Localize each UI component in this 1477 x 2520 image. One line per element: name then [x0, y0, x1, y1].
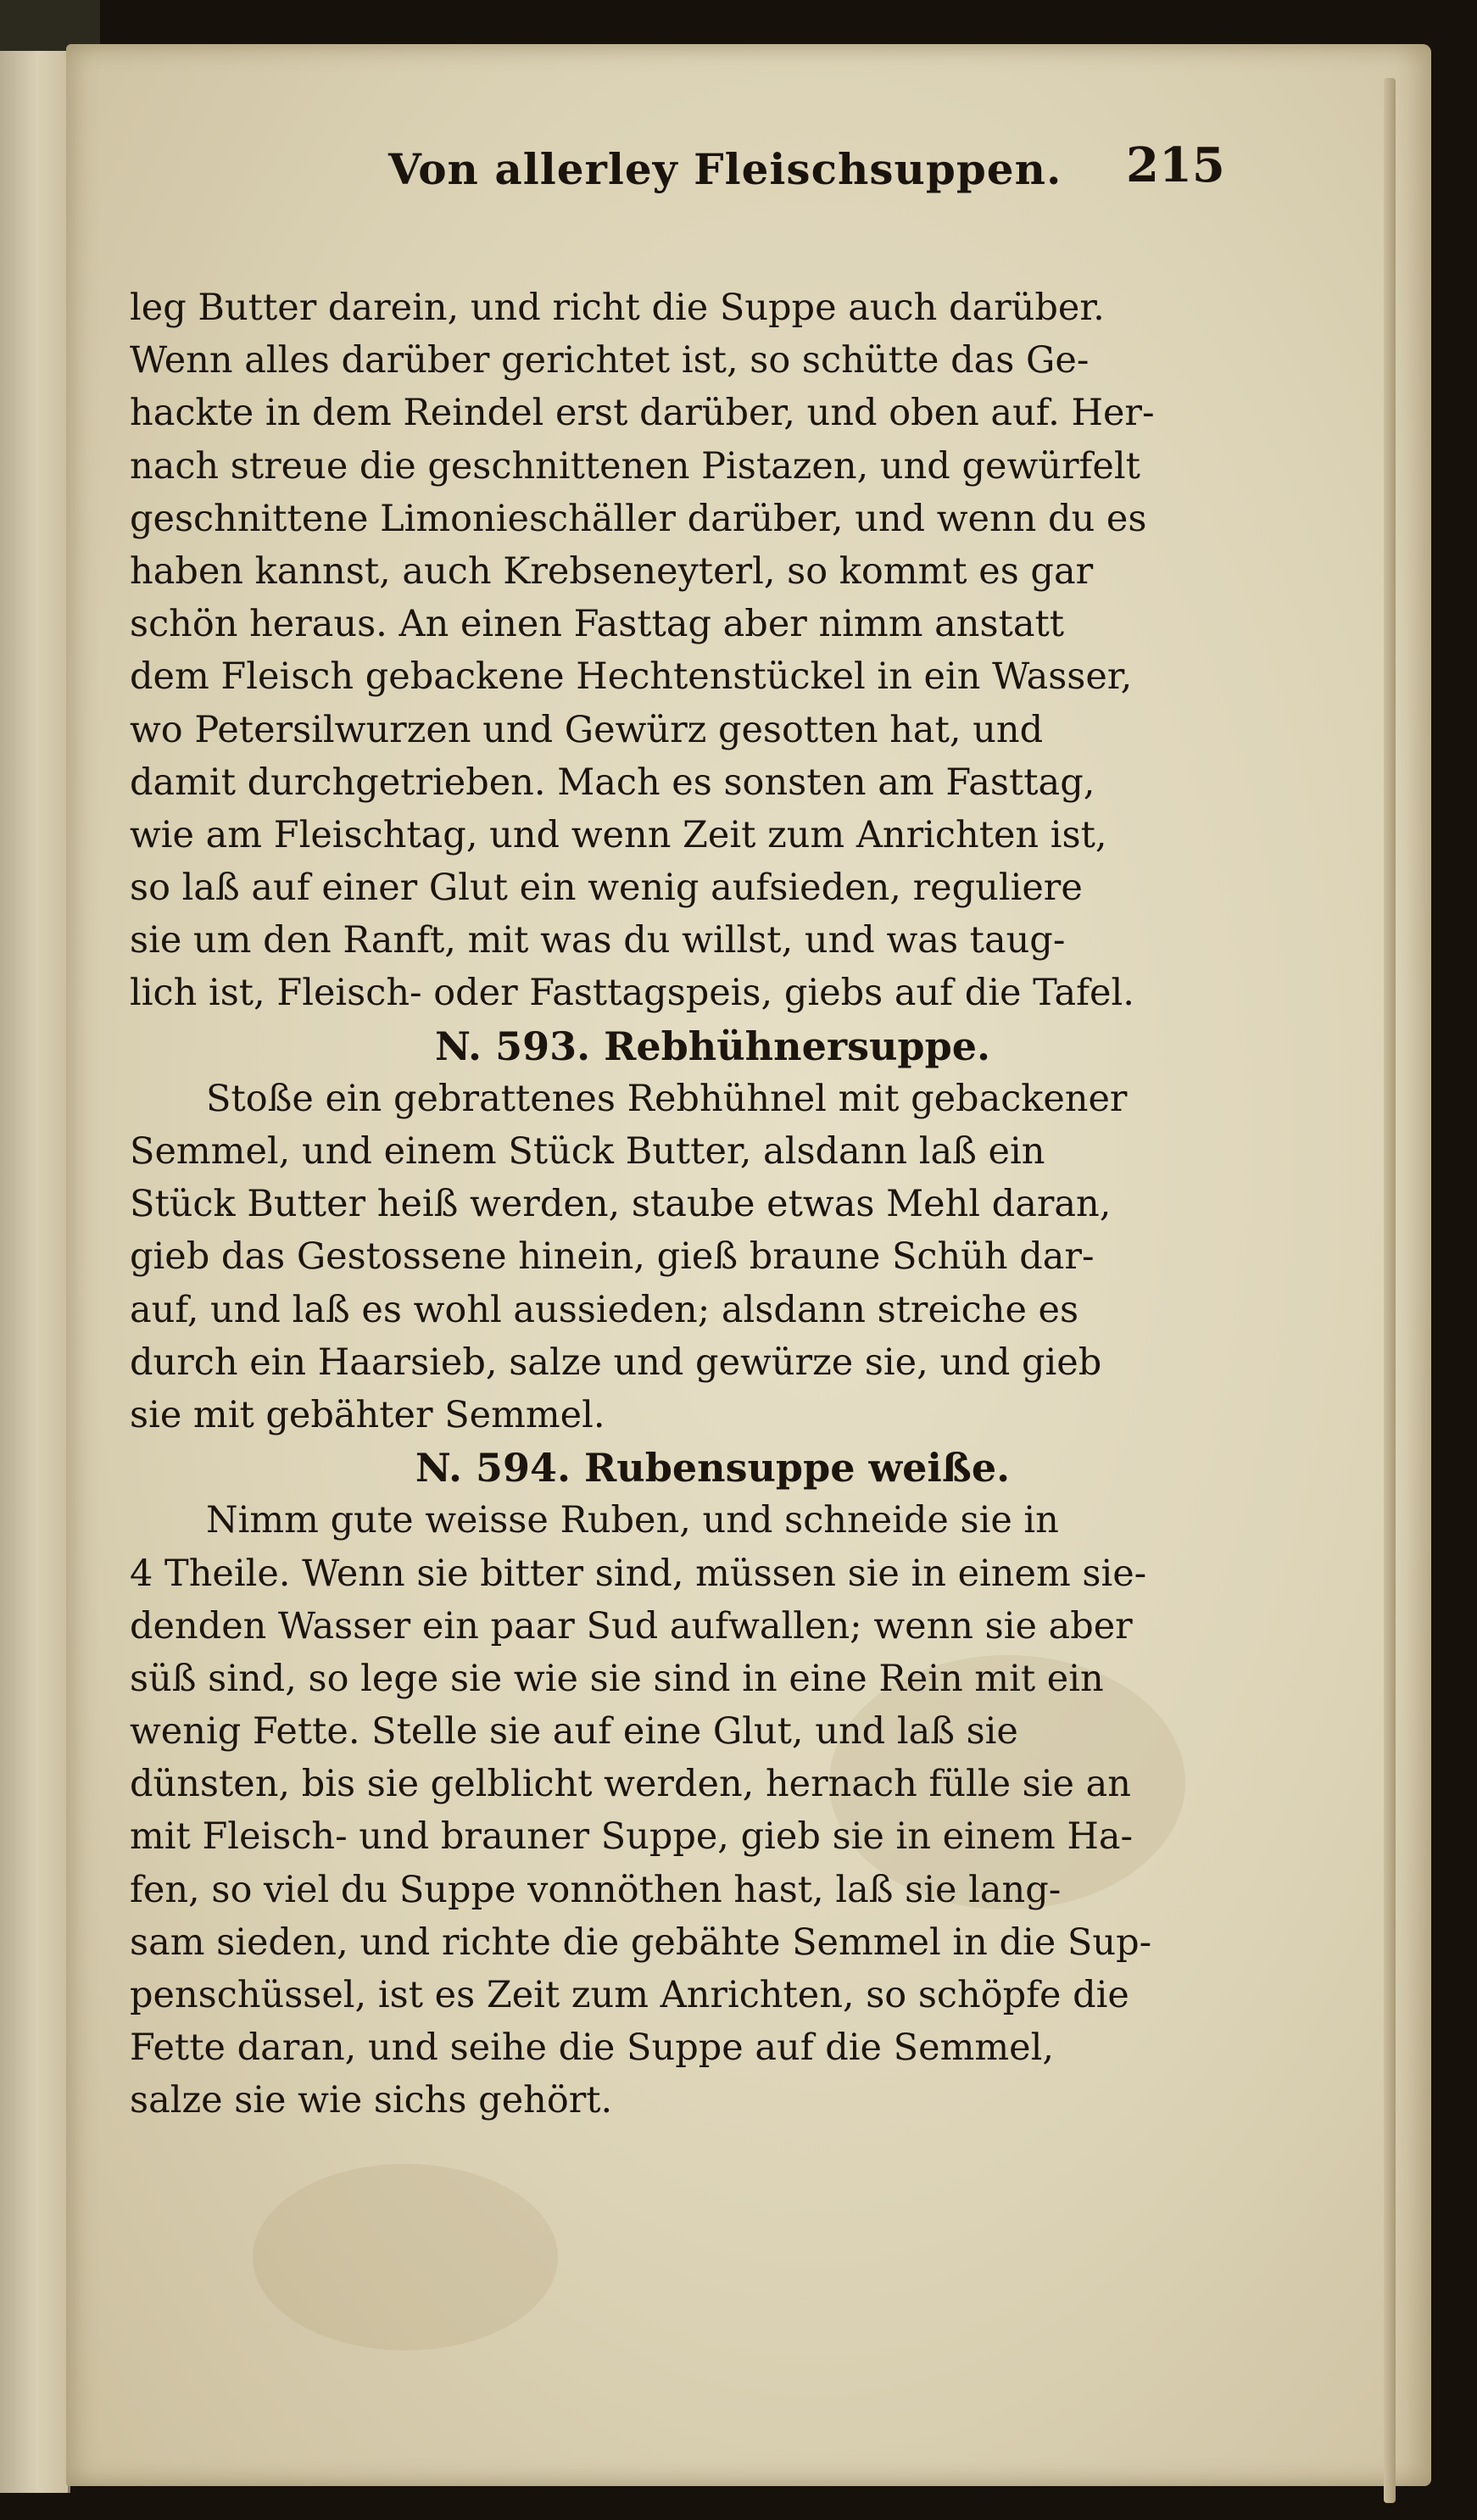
- text-line: mit Fleisch- und brauner Suppe, gieb sie in einem Ha-: [130, 1815, 1134, 1859]
- text-line: wie am Fleischtag, und wenn Zeit zum Anrichten ist,: [130, 813, 1107, 856]
- text-line: Semmel, und einem Stück Butter, alsdann laß ein: [130, 1130, 1045, 1173]
- text-line: sie um den Ranft, mit was du willst, und was taug-: [130, 919, 1066, 962]
- page-number: 215: [1126, 137, 1225, 193]
- text-line: wo Petersilwurzen und Gewürz gesotten hat, und: [130, 708, 1044, 751]
- running-head-title: Von allerley Fleischsuppen.: [388, 144, 1062, 194]
- text-line: haben kannst, auch Krebseneyterl, so kommt es gar: [130, 549, 1094, 593]
- text-line: Fette daran, und seihe die Suppe auf die Semmel,: [130, 2027, 1054, 2070]
- text-line: Nimm gute weisse Ruben, und schneide sie in: [206, 1499, 1059, 1542]
- body-text: [130, 282, 1296, 2127]
- text-line: auf, und laß es wohl aussieden; alsdann streiche es: [130, 1288, 1079, 1331]
- recipe-heading-593: N. 593. Rebhühnersuppe.: [434, 1023, 991, 1069]
- text-line: salze sie wie sichs gehört.: [130, 2079, 613, 2122]
- text-line: hackte in dem Reindel erst darüber, und oben auf. Her-: [130, 392, 1155, 435]
- text-line: durch ein Haarsieb, salze und gewürze sie, und gieb: [130, 1341, 1102, 1384]
- text-line: damit durchgetrieben. Mach es sonsten am Fasttag,: [130, 761, 1095, 804]
- text-line: süß sind, so lege sie wie sie sind in eine Rein mit ein: [130, 1657, 1104, 1700]
- text-line: sam sieden, und richte die gebähte Semmel in die Sup-: [130, 1921, 1152, 1964]
- text-line: denden Wasser ein paar Sud aufwallen; wenn sie aber: [130, 1604, 1133, 1647]
- running-head: [66, 137, 1431, 205]
- text-line: nach streue die geschnittenen Pistazen, und gewürfelt: [130, 444, 1140, 488]
- text-line: wenig Fette. Stelle sie auf eine Glut, und laß sie: [130, 1710, 1018, 1753]
- text-line: penschüssel, ist es Zeit zum Anrichten, so schöpfe die: [130, 1974, 1129, 2016]
- recipe-heading-594: N. 594. Rubensuppe weiße.: [415, 1445, 1011, 1491]
- text-line: Wenn alles darüber gerichtet ist, so schütte das Ge-: [130, 339, 1090, 382]
- text-line: leg Butter darein, und richt die Suppe auch darüber.: [130, 287, 1105, 329]
- text-line: so laß auf einer Glut ein wenig aufsieden, reguliere: [130, 867, 1083, 910]
- book-page: [66, 44, 1431, 2486]
- paper-stain: [253, 2164, 558, 2350]
- text-line: Stück Butter heiß werden, staube etwas Mehl daran,: [130, 1183, 1112, 1226]
- text-line: geschnittene Limonieschäller darüber, und wenn du es: [130, 497, 1147, 540]
- page-fore-edge: [1384, 78, 1396, 2503]
- text-line: dem Fleisch gebackene Hechtenstückel in ein Wasser,: [130, 655, 1133, 699]
- text-line: Stoße ein gebrattenes Rebhühnel mit gebackener: [206, 1077, 1128, 1120]
- text-line: gieb das Gestossene hinein, gieß braune Schüh dar-: [130, 1235, 1095, 1279]
- facing-page-edge: [0, 51, 70, 2493]
- text-line: sie mit gebähter Semmel.: [130, 1393, 605, 1436]
- text-line: lich ist, Fleisch- oder Fasttagspeis, giebs auf die Tafel.: [130, 972, 1134, 1015]
- text-line: fen, so viel du Suppe vonnöthen hast, laß sie lang-: [130, 1868, 1062, 1911]
- text-line: schön heraus. An einen Fasttag aber nimm anstatt: [130, 603, 1065, 646]
- text-line: 4 Theile. Wenn sie bitter sind, müssen sie in einem sie-: [130, 1552, 1147, 1595]
- text-line: dünsten, bis sie gelblicht werden, hernach fülle sie an: [130, 1763, 1131, 1806]
